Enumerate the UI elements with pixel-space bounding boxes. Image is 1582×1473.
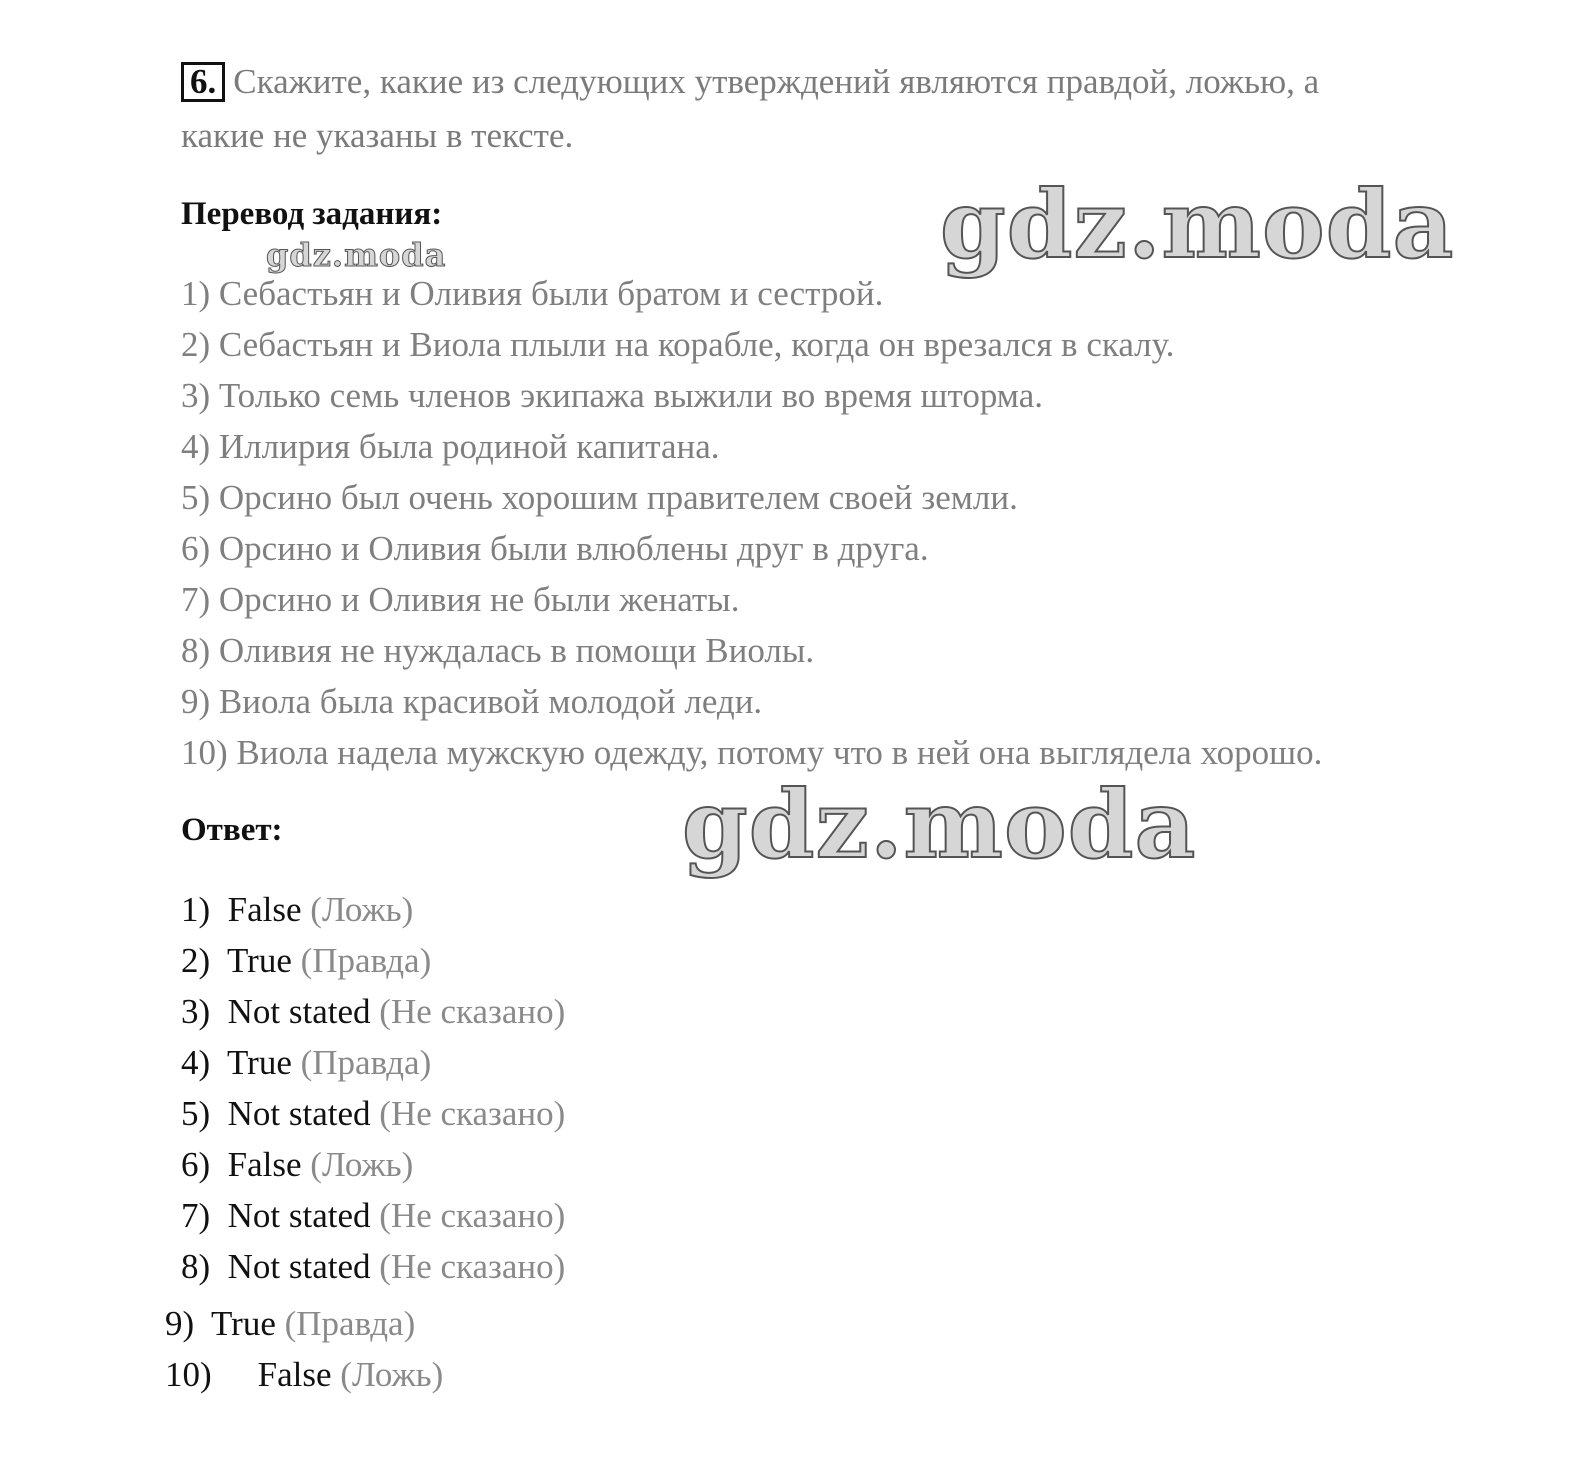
- answer-item: [181, 941, 431, 981]
- answer-english: False: [227, 1145, 302, 1184]
- answer-item: [181, 1145, 413, 1185]
- answer-number: 5): [181, 1094, 211, 1133]
- statement-10: 10) Виола надела мужскую одежду, потому что в ней она выглядела хорошо.: [181, 733, 1323, 772]
- translation-heading: Перевод задания:: [181, 196, 443, 232]
- answer-item: [165, 1304, 415, 1344]
- statement-7: 7) Орсино и Оливия не были женаты.: [181, 580, 740, 619]
- answer-english: True: [227, 941, 292, 980]
- answer-heading: Ответ:: [181, 812, 283, 848]
- task-text-1: Скажите, какие из следующих утверждений являются правдой, ложью, а: [233, 62, 1320, 101]
- task-line-1: [181, 62, 1319, 102]
- answer-russian: (Правда): [300, 1043, 432, 1082]
- answer-number: 2): [181, 941, 211, 980]
- answer-russian: (Ложь): [340, 1355, 444, 1394]
- answer-item: [181, 1094, 565, 1134]
- answer-russian: (Не сказано): [379, 1196, 566, 1235]
- answer-number: 7): [181, 1196, 211, 1235]
- answer-russian: (Не сказано): [379, 1247, 566, 1286]
- answer-item: [165, 1355, 443, 1395]
- answer-russian: (Ложь): [310, 1145, 414, 1184]
- answer-english: Not stated: [227, 1094, 371, 1133]
- answer-english: True: [227, 1043, 292, 1082]
- answer-item: [181, 1196, 565, 1236]
- answer-english: False: [257, 1355, 332, 1394]
- watermark-large-top: gdz.moda: [940, 170, 1455, 280]
- watermark-large-middle: gdz.moda: [682, 770, 1197, 880]
- task-number: 6.: [181, 62, 225, 102]
- statement-3: 3) Только семь членов экипажа выжили во время шторма.: [181, 376, 1043, 415]
- statement-4: 4) Иллирия была родиной капитана.: [181, 427, 720, 466]
- statement-1: 1) Себастьян и Оливия были братом и сестрой.: [181, 274, 884, 313]
- answer-number: 4): [181, 1043, 211, 1082]
- answer-item: [181, 1247, 565, 1287]
- answer-english: False: [227, 890, 302, 929]
- statement-8: 8) Оливия не нуждалась в помощи Виолы.: [181, 631, 815, 670]
- answer-item: [181, 1043, 431, 1083]
- statement-6: 6) Орсино и Оливия были влюблены друг в друга.: [181, 529, 929, 568]
- answer-number: 6): [181, 1145, 211, 1184]
- answer-russian: (Правда): [300, 941, 432, 980]
- answer-item: [181, 992, 565, 1032]
- answer-russian: (Правда): [284, 1304, 416, 1343]
- answer-item: [181, 890, 413, 930]
- statement-2: 2) Себастьян и Виола плыли на корабле, когда он врезался в скалу.: [181, 325, 1175, 364]
- answer-number: 8): [181, 1247, 211, 1286]
- answer-english: Not stated: [227, 992, 371, 1031]
- answer-english: True: [211, 1304, 276, 1343]
- answer-number: 10): [165, 1355, 212, 1394]
- answer-russian: (Ложь): [310, 890, 414, 929]
- watermark-small: gdz.moda: [266, 236, 447, 274]
- answer-number: 3): [181, 992, 211, 1031]
- answer-russian: (Не сказано): [379, 1094, 566, 1133]
- statement-5: 5) Орсино был очень хорошим правителем своей земли.: [181, 478, 1018, 517]
- answer-number: 1): [181, 890, 211, 929]
- answer-number: 9): [165, 1304, 195, 1343]
- answer-english: Not stated: [227, 1247, 371, 1286]
- statement-9: 9) Виола была красивой молодой леди.: [181, 682, 763, 721]
- answer-russian: (Не сказано): [379, 992, 566, 1031]
- task-line-2: какие не указаны в тексте.: [181, 116, 574, 155]
- answer-english: Not stated: [227, 1196, 371, 1235]
